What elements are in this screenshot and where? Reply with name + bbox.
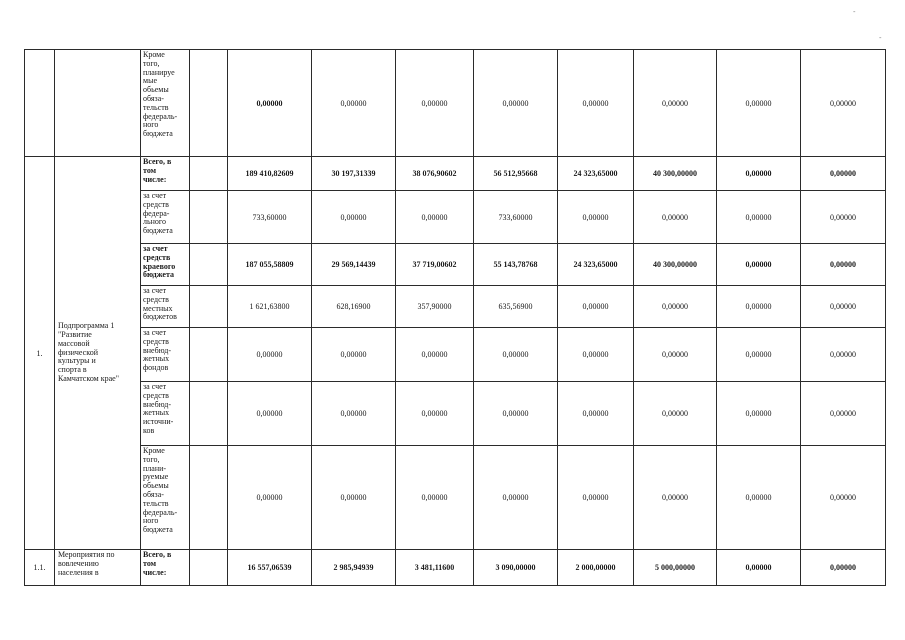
value-cell: 0,00000 (558, 50, 634, 157)
value-cell: 0,00000 (801, 157, 886, 191)
text-line: бюджета (143, 129, 173, 139)
value-cell: 38 076,90602 (396, 157, 474, 191)
value-cell: 0,00000 (717, 157, 801, 191)
row-label (141, 286, 190, 328)
table-row (25, 446, 886, 550)
value-cell: 0,00000 (474, 382, 558, 446)
value-cell: 733,60000 (228, 191, 312, 244)
text-line: обяза- (143, 93, 164, 103)
text-line: за счет (143, 382, 167, 391)
value-cell: 0,00000 (801, 550, 886, 586)
text-line: физической (58, 347, 98, 357)
activity-index: 1.1. (25, 550, 55, 586)
table-row (25, 50, 886, 157)
text-line: федераль- (143, 507, 178, 517)
value-cell: 189 410,82609 (228, 157, 312, 191)
value-cell: 1 621,63800 (228, 286, 312, 328)
value-cell: 0,00000 (558, 191, 634, 244)
text-line: том (143, 558, 157, 568)
text-line: того, (143, 58, 160, 68)
text-line: жетных (143, 354, 170, 364)
value-cell: 0,00000 (634, 286, 717, 328)
name-cell (55, 50, 141, 157)
value-cell: 0,00000 (474, 328, 558, 382)
text-line: тельств (143, 102, 169, 112)
value-cell: 187 055,58809 (228, 244, 312, 286)
value-cell: 0,00000 (396, 191, 474, 244)
text-line: фондов (143, 363, 169, 373)
text-line: обьемы (143, 481, 169, 491)
text-line: за счет (143, 244, 168, 253)
margin-mark-right: - (879, 34, 882, 42)
text-line: жетных (143, 408, 170, 418)
value-cell: 0,00000 (634, 382, 717, 446)
row-label (141, 50, 190, 157)
value-cell: 37 719,00602 (396, 244, 474, 286)
value-cell: 5 000,00000 (634, 550, 717, 586)
text-line: руемые (143, 472, 169, 482)
text-line: средств (143, 294, 169, 304)
empty-cell (190, 244, 228, 286)
value-cell: 0,00000 (558, 446, 634, 550)
text-line: Подпрограмма 1 (58, 321, 115, 331)
text-line: бюджета (143, 270, 174, 280)
value-cell: 0,00000 (801, 446, 886, 550)
value-cell: 0,00000 (228, 328, 312, 382)
value-cell: 0,00000 (634, 328, 717, 382)
value-cell: 0,00000 (396, 50, 474, 157)
value-cell: 0,00000 (717, 328, 801, 382)
value-cell: 0,00000 (558, 286, 634, 328)
row-label (141, 244, 190, 286)
value-cell: 2 000,00000 (558, 550, 634, 586)
table-row (25, 328, 886, 382)
text-line: числе: (143, 174, 167, 184)
value-cell: 2 985,94939 (312, 550, 396, 586)
value-cell: 0,00000 (558, 382, 634, 446)
empty-cell (190, 286, 228, 328)
value-cell: 0,00000 (801, 382, 886, 446)
text-line: средств (143, 336, 169, 346)
empty-cell (190, 382, 228, 446)
text-line: том (143, 165, 157, 175)
value-cell: 0,00000 (634, 191, 717, 244)
row-label (141, 328, 190, 382)
text-line: того, (143, 454, 160, 464)
value-cell: 628,16900 (312, 286, 396, 328)
value-cell: 40 300,00000 (634, 244, 717, 286)
value-cell: 0,00000 (312, 191, 396, 244)
empty-cell (190, 50, 228, 157)
value-cell: 40 300,00000 (634, 157, 717, 191)
empty-cell (190, 328, 228, 382)
value-cell: 0,00000 (312, 50, 396, 157)
table-row (25, 286, 886, 328)
value-cell: 0,00000 (801, 50, 886, 157)
value-cell: 24 323,65000 (558, 244, 634, 286)
value-cell: 56 512,95668 (474, 157, 558, 191)
value-cell: 0,00000 (801, 191, 886, 244)
text-line: ного (143, 516, 159, 526)
value-cell: 30 197,31339 (312, 157, 396, 191)
text-line: населения в (58, 567, 99, 577)
text-line: планируе (143, 67, 175, 77)
text-line: Мероприятия по (58, 550, 115, 559)
row-label (141, 382, 190, 446)
value-cell: 0,00000 (717, 286, 801, 328)
budget-table (24, 49, 886, 586)
text-line: за счет (143, 328, 167, 337)
value-cell: 0,00000 (717, 382, 801, 446)
value-cell: 29 569,14439 (312, 244, 396, 286)
table-row (25, 244, 886, 286)
text-line: внебюд- (143, 345, 171, 355)
text-line: бюджета (143, 226, 173, 236)
text-line: средств (143, 252, 171, 262)
margin-mark-top: - (853, 8, 856, 16)
text-line: тельств (143, 498, 169, 508)
value-cell: 0,00000 (228, 382, 312, 446)
table-row (25, 550, 886, 586)
value-cell: 55 143,78768 (474, 244, 558, 286)
text-line: федера- (143, 208, 170, 218)
text-line: спорта в (58, 365, 87, 375)
text-line: ного (143, 120, 159, 130)
value-cell: 0,00000 (717, 244, 801, 286)
value-cell: 733,60000 (474, 191, 558, 244)
text-line: Камчатском крае" (58, 373, 119, 383)
value-cell: 0,00000 (801, 244, 886, 286)
text-line: обьемы (143, 85, 169, 95)
text-line: внебюд- (143, 399, 171, 409)
activity-name (55, 550, 141, 586)
text-line: ков (143, 425, 155, 435)
text-line: источни- (143, 417, 174, 427)
text-line: Кроме (143, 446, 165, 455)
text-line: Всего, в (143, 550, 172, 559)
value-cell: 0,00000 (396, 328, 474, 382)
value-cell: 0,00000 (474, 446, 558, 550)
text-line: вовлечению (58, 558, 99, 568)
empty-cell (190, 550, 228, 586)
text-line: средств (143, 199, 169, 209)
table-row (25, 157, 886, 191)
table-row (25, 191, 886, 244)
program-name (55, 157, 141, 550)
text-line: культуры и (58, 356, 96, 366)
text-line: за счет (143, 286, 167, 295)
text-line: обяза- (143, 489, 164, 499)
value-cell: 16 557,06539 (228, 550, 312, 586)
empty-cell (190, 191, 228, 244)
row-label (141, 191, 190, 244)
row-label (141, 446, 190, 550)
value-cell: 0,00000 (717, 550, 801, 586)
program-index: 1. (25, 157, 55, 550)
text-line: федераль- (143, 111, 178, 121)
value-cell: 0,00000 (474, 50, 558, 157)
text-line: Кроме (143, 50, 165, 59)
value-cell: 0,00000 (396, 382, 474, 446)
value-cell: 0,00000 (312, 328, 396, 382)
value-cell: 0,00000 (717, 191, 801, 244)
text-line: Всего, в (143, 157, 172, 166)
text-line: краевого (143, 261, 176, 271)
text-line: бюджета (143, 525, 173, 535)
value-cell: 0,00000 (801, 328, 886, 382)
text-line: плани- (143, 463, 167, 473)
value-cell: 0,00000 (717, 446, 801, 550)
text-line: средств (143, 390, 169, 400)
table-row (25, 382, 886, 446)
value-cell: 0,00000 (634, 446, 717, 550)
text-line: льного (143, 217, 167, 227)
value-cell: 3 481,11600 (396, 550, 474, 586)
text-line: массовой (58, 338, 90, 348)
empty-cell (190, 446, 228, 550)
index-cell (25, 50, 55, 157)
text-line: за счет (143, 191, 167, 200)
empty-cell (190, 157, 228, 191)
row-label (141, 550, 190, 586)
text-line: "Развитие (58, 330, 92, 339)
value-cell: 3 090,00000 (474, 550, 558, 586)
value-cell: 0,00000 (717, 50, 801, 157)
value-cell: 635,56900 (474, 286, 558, 328)
text-line: мые (143, 76, 157, 86)
text-line: местных (143, 303, 173, 313)
value-cell: 0,00000 (228, 446, 312, 550)
value-cell: 0,00000 (558, 328, 634, 382)
value-cell: 0,00000 (312, 382, 396, 446)
text-line: бюджетов (143, 312, 177, 322)
text-line: числе: (143, 567, 167, 577)
row-label (141, 157, 190, 191)
value-cell: 24 323,65000 (558, 157, 634, 191)
value-cell: 0,00000 (228, 50, 312, 157)
value-cell: 0,00000 (312, 446, 396, 550)
value-cell: 0,00000 (801, 286, 886, 328)
value-cell: 0,00000 (396, 446, 474, 550)
value-cell: 357,90000 (396, 286, 474, 328)
value-cell: 0,00000 (634, 50, 717, 157)
